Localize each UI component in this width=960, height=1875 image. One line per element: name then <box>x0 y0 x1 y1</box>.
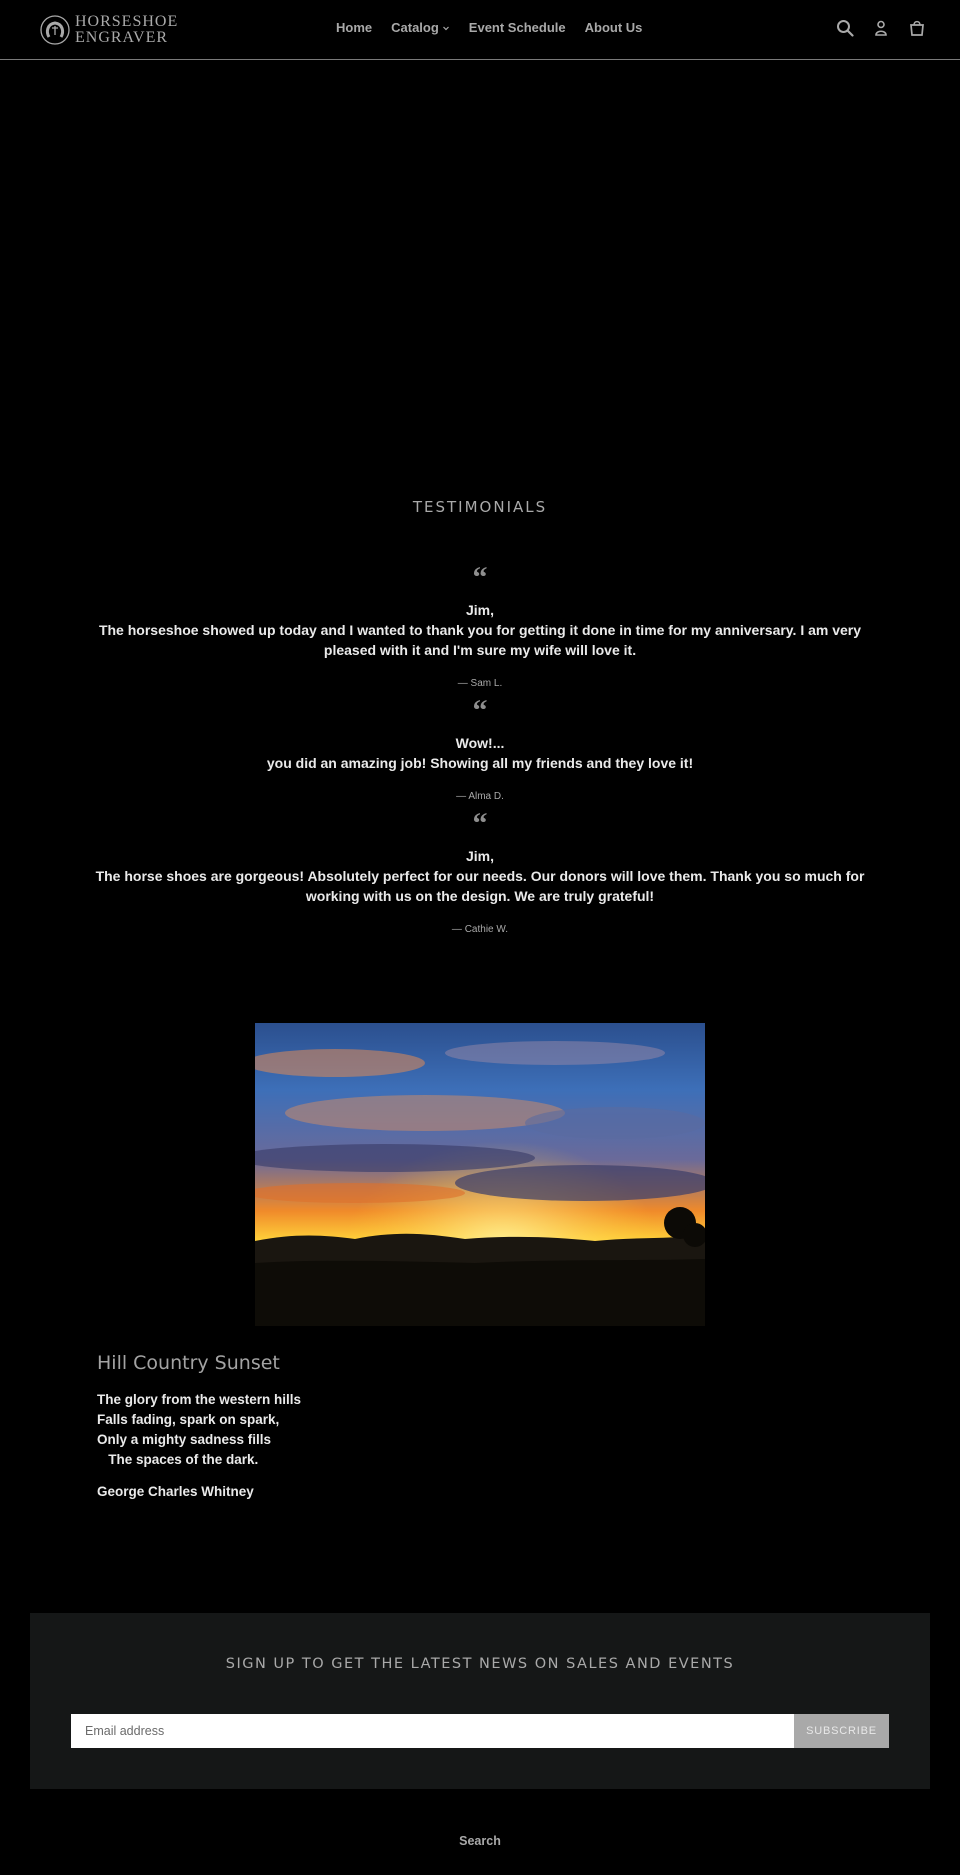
header-icons <box>836 19 926 37</box>
poem-line: Only a mighty sadness fills <box>97 1432 272 1447</box>
nav-item-label: Catalog <box>391 20 439 35</box>
chevron-down-icon <box>442 24 450 32</box>
testimonial-author: — Sam L. <box>457 678 503 689</box>
poem-line: The spaces of the dark. <box>97 1452 259 1467</box>
nav-item-about-us[interactable] <box>585 20 643 35</box>
newsletter-section <box>30 1613 930 1789</box>
main-nav <box>336 20 642 35</box>
testimonial-text <box>80 733 880 773</box>
hero-banner <box>0 61 960 481</box>
site-header <box>0 0 960 60</box>
nav-item-label: Home <box>336 20 373 35</box>
feature-text <box>97 1352 797 1499</box>
testimonial-line: Jim, <box>465 602 494 618</box>
site-logo[interactable] <box>40 14 178 46</box>
footer-search-link[interactable]: Search <box>459 1834 501 1848</box>
testimonial <box>80 807 880 935</box>
poem-author: George Charles Whitney <box>97 1484 254 1499</box>
quote-icon: “ <box>472 694 488 727</box>
testimonial-line: The horse shoes are gorgeous! Absolutely perfect for our needs. Our donors will love them. Thank you so much for working with us on the design. We are truly grateful! <box>95 868 865 904</box>
testimonial-line: The horseshoe showed up today and I wanted to thank you for getting it done in time for my anniversary. I am very pleased with it and I'm sure my wife will love it. <box>98 622 862 658</box>
account-icon[interactable] <box>872 19 890 37</box>
testimonial <box>80 561 880 689</box>
poem-body <box>97 1390 797 1470</box>
testimonial-line: you did an amazing job! Showing all my friends and they love it! <box>266 755 694 771</box>
testimonial-text <box>80 600 880 660</box>
testimonial-author: — Alma D. <box>456 791 504 802</box>
nav-item-home[interactable] <box>336 20 372 35</box>
testimonials-list <box>80 561 880 935</box>
testimonial-text <box>80 846 880 906</box>
poem-line: The glory from the western hills <box>97 1392 302 1407</box>
testimonial-line: Wow!... <box>455 735 505 751</box>
sunset-image <box>255 1023 705 1326</box>
testimonial-line: Jim, <box>465 848 494 864</box>
email-input[interactable] <box>71 1714 794 1748</box>
logo-line-2: ENGRAVER <box>75 29 169 46</box>
nav-item-catalog[interactable] <box>391 20 450 35</box>
nav-item-label: About Us <box>584 20 643 35</box>
horseshoe-logo-icon <box>40 15 70 45</box>
testimonials-title: TESTIMONIALS <box>412 498 548 516</box>
feature-title: Hill Country Sunset <box>97 1352 280 1374</box>
testimonial-author: — Cathie W. <box>451 924 509 935</box>
testimonials-section <box>80 498 880 935</box>
logo-line-1: HORSESHOE <box>75 13 179 30</box>
nav-item-label: Event Schedule <box>468 20 566 35</box>
nav-item-event-schedule[interactable] <box>469 20 566 35</box>
newsletter-heading: SIGN UP TO GET THE LATEST NEWS ON SALES AND EVENTS <box>225 1656 735 1672</box>
logo-text <box>75 14 178 46</box>
subscribe-button[interactable]: SUBSCRIBE <box>794 1714 889 1748</box>
poem-line: Falls fading, spark on spark, <box>97 1412 280 1427</box>
cart-icon[interactable] <box>908 19 926 37</box>
search-icon[interactable] <box>836 19 854 37</box>
quote-icon: “ <box>472 561 488 594</box>
testimonial <box>80 694 880 802</box>
quote-icon: “ <box>472 807 488 840</box>
